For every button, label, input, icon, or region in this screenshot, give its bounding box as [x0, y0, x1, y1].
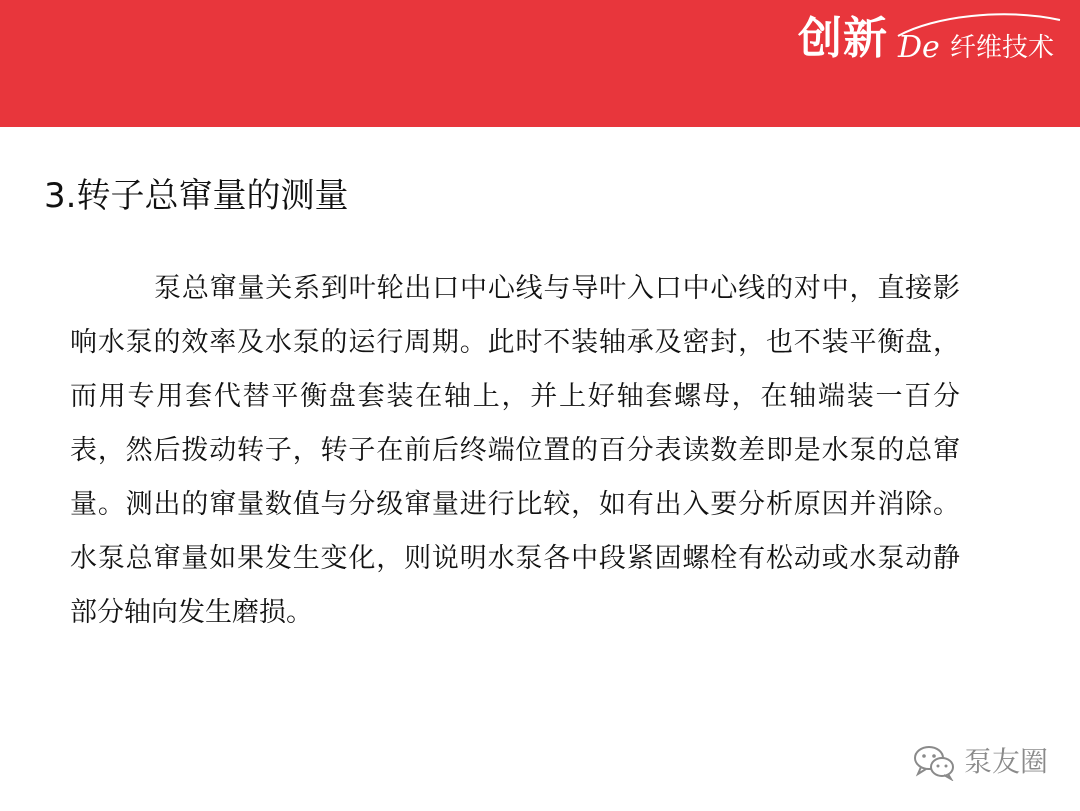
wechat-icon	[912, 743, 956, 781]
brand-script-text: De	[898, 30, 940, 65]
body-paragraph: 泵总窜量关系到叶轮出口中心线与导叶入口中心线的对中，直接影响水泵的效率及水泵的运行周期。此时不装轴承及密封，也不装平衡盘，而用专用套代替平衡盘套装在轴上，并上好轴套螺母，在轴端装一百分表，然后拨动转子，转子在前后终端位置的百分表读数差即是水泵的总窜量。测出的窜量数值与分级窜量进行比较，如有出入要分析原因并消除。水泵总窜量如果发生变化，则说明水泵各中段紧固螺栓有松动或水泵动静部分轴向发生磨损。	[70, 273, 960, 628]
brand-main-text: 创新	[798, 13, 888, 64]
slide-title: 3.转子总窜量的测量	[44, 176, 349, 216]
watermark	[912, 740, 1048, 784]
brand-sub-text: 纤维技术	[950, 33, 1055, 63]
brand-logo	[798, 10, 1068, 70]
header-bar	[0, 0, 1080, 127]
watermark-label: 泵友圈	[963, 745, 1048, 778]
